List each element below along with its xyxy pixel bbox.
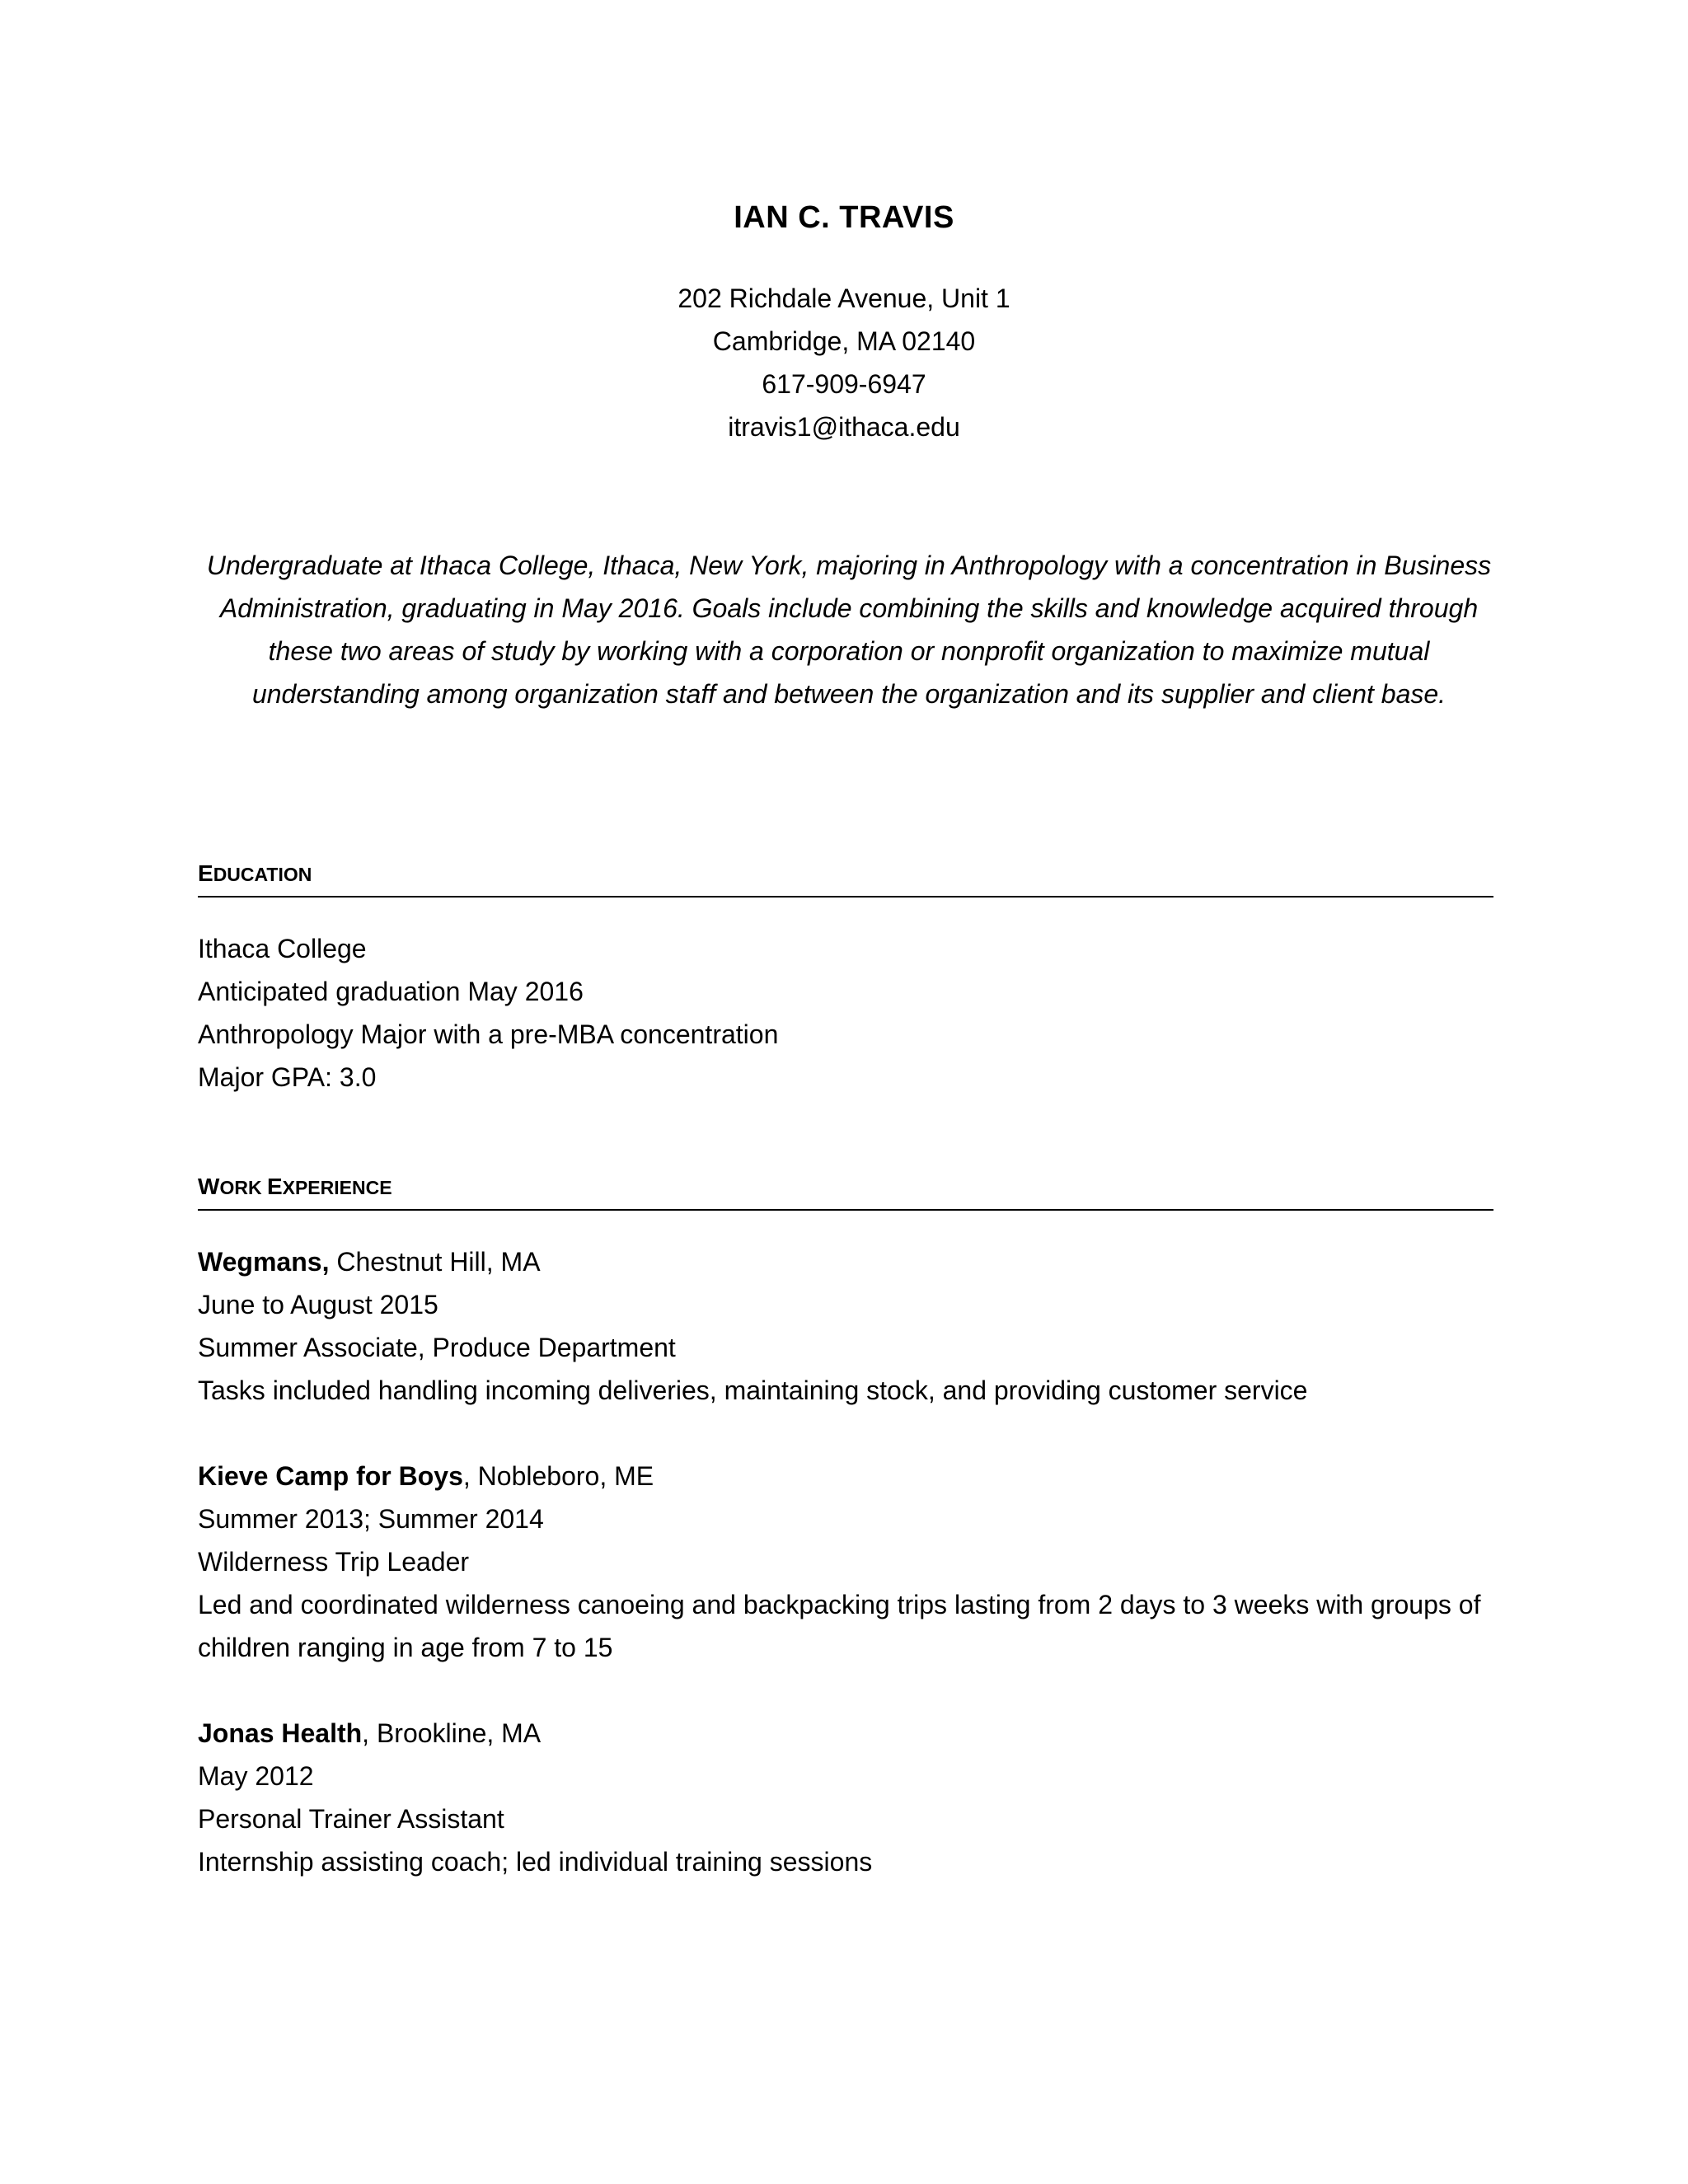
- job-location: Chestnut Hill, MA: [329, 1247, 541, 1277]
- education-body: [198, 927, 1493, 1099]
- section-title-work-experience: WORK EXPERIENCE: [198, 1170, 1493, 1211]
- resume-header: [0, 198, 1688, 448]
- section-title-education: EDUCATION: [198, 857, 1493, 898]
- job-dates: Summer 2013; Summer 2014: [198, 1504, 544, 1534]
- address-line-1: 202 Richdale Avenue, Unit 1: [678, 284, 1010, 313]
- job-dates: May 2012: [198, 1761, 314, 1791]
- applicant-name: IAN C. TRAVIS: [734, 200, 954, 235]
- job-employer-line: [198, 1240, 1493, 1283]
- school-name: Ithaca College: [198, 934, 367, 963]
- job-description: Internship assisting coach; led individual training sessions: [198, 1847, 873, 1877]
- job-employer: Kieve Camp for Boys: [198, 1461, 463, 1491]
- phone-number: 617-909-6947: [762, 369, 926, 399]
- job-employer: Jonas Health: [198, 1718, 363, 1748]
- job-description: Led and coordinated wilderness canoeing and backpacking trips lasting from 2 days to 3 weeks with groups of children ranging in age from 7 to 15: [198, 1590, 1481, 1662]
- objective-summary: Undergraduate at Ithaca College, Ithaca, New York, majoring in Anthropology with a concentration in Business Administration, graduating in May 2016. Goals include combining the skills and knowledge acquired through these two areas of study by working with a corporation or nonprofit organization to maximize mutual understanding among organization staff and between the organization and its supplier and client base.: [206, 551, 1492, 709]
- email-address: itravis1@ithaca.edu: [728, 412, 960, 442]
- job-role: Personal Trainer Assistant: [198, 1804, 504, 1834]
- job-employer-line: [198, 1712, 1493, 1755]
- job-location: , Brookline, MA: [362, 1718, 542, 1748]
- job-location: , Nobleboro, ME: [462, 1461, 654, 1491]
- job-employer: Wegmans,: [198, 1247, 330, 1277]
- job-role: Summer Associate, Produce Department: [198, 1333, 676, 1362]
- job-entry: [198, 1240, 1493, 1412]
- major: Anthropology Major with a pre-MBA concentration: [198, 1019, 779, 1049]
- job-description: Tasks included handling incoming deliveries, maintaining stock, and providing customer service: [198, 1376, 1308, 1405]
- job-role: Wilderness Trip Leader: [198, 1547, 470, 1577]
- graduation-date: Anticipated graduation May 2016: [198, 977, 584, 1006]
- job-employer-line: [198, 1455, 1493, 1497]
- work-experience-section: [198, 1170, 1493, 1926]
- work-experience-body: [198, 1240, 1493, 1883]
- job-entry: [198, 1455, 1493, 1669]
- address-line-2: Cambridge, MA 02140: [712, 326, 976, 356]
- job-entry: [198, 1712, 1493, 1883]
- job-dates: June to August 2015: [198, 1290, 438, 1319]
- education-section: [198, 857, 1493, 1099]
- gpa: Major GPA: 3.0: [198, 1062, 377, 1092]
